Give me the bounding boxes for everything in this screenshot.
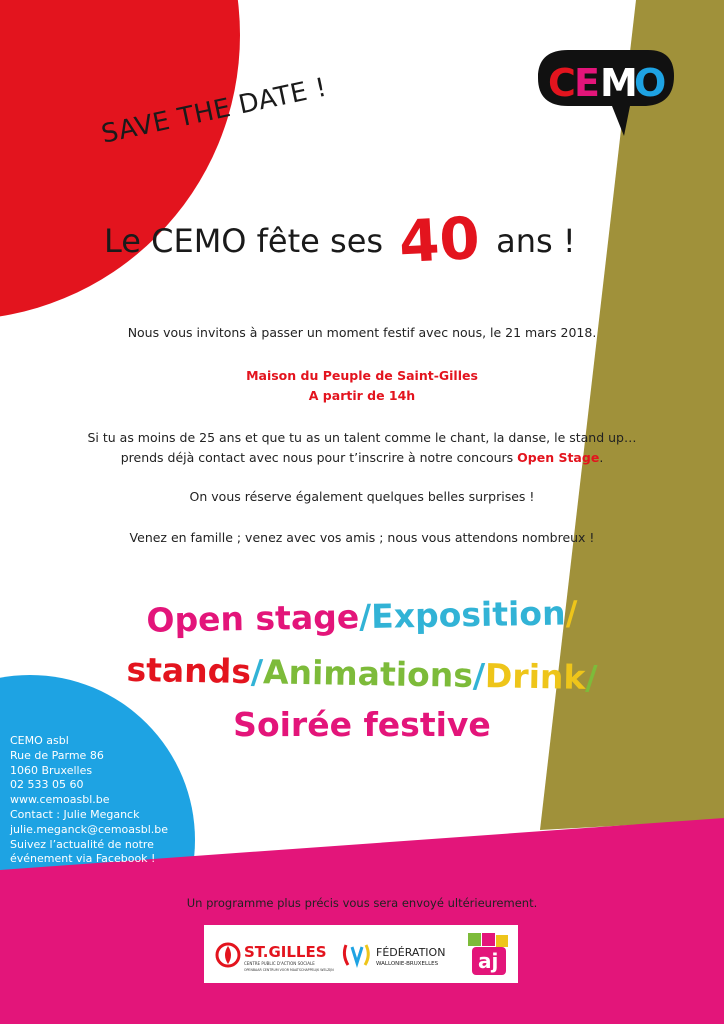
talent-text bbox=[0, 428, 724, 468]
activity-separator: / bbox=[585, 657, 598, 698]
st-gilles-sub2: OPENBAAR CENTRUM VOOR MAATSCHAPPELIJK WELZIJN bbox=[244, 968, 334, 972]
venue-info bbox=[0, 366, 724, 406]
activity-exposition: Exposition bbox=[370, 593, 566, 636]
st-gilles-name: ST.GILLES bbox=[244, 943, 327, 961]
contact-org: CEMO asbl bbox=[10, 734, 69, 747]
talent-line-2 bbox=[0, 448, 724, 468]
activity-animations: Animations bbox=[262, 652, 474, 695]
talent-line-2-end: . bbox=[599, 450, 604, 465]
headline-prefix: Le CEMO fête ses bbox=[104, 222, 384, 260]
activity-drink: Drink bbox=[484, 656, 586, 697]
contact-follow-2: événement via Facebook ! bbox=[10, 852, 156, 866]
venue-name: Maison du Peuple de Saint-Gilles bbox=[246, 368, 478, 383]
headline bbox=[104, 203, 576, 277]
activity-separator: / bbox=[565, 593, 578, 633]
activity-separator: / bbox=[250, 652, 264, 692]
contact-street: Rue de Parme 86 bbox=[10, 748, 104, 762]
activity-open-stage: Open stage bbox=[146, 597, 360, 640]
headline-number: 40 bbox=[397, 203, 482, 277]
contact-city: 1060 Bruxelles bbox=[10, 763, 93, 777]
contact-website[interactable]: www.cemoasbl.be bbox=[10, 793, 110, 807]
federation-logo bbox=[340, 939, 452, 971]
contact-phone: 02 533 05 60 bbox=[10, 778, 84, 792]
aj-logo bbox=[466, 931, 510, 977]
venue-time: A partir de 14h bbox=[308, 388, 416, 403]
open-stage-highlight: Open Stage bbox=[517, 450, 600, 465]
contact-follow-1: Suivez l’actualité de notre bbox=[10, 837, 154, 851]
talent-line-1: Si tu as moins de 25 ans et que tu as un talent comme le chant, la danse, le stand up… bbox=[87, 430, 637, 445]
contact-person: Contact : Julie Meganck bbox=[10, 807, 140, 821]
activity-separator: / bbox=[472, 655, 486, 696]
svg-text:M: M bbox=[600, 61, 638, 105]
invite-text: Nous vous invitons à passer un moment festif avec nous, le 21 mars 2018. bbox=[127, 325, 597, 340]
st-gilles-logo bbox=[214, 933, 334, 977]
activity-stands: stands bbox=[126, 649, 252, 692]
partner-logos bbox=[204, 925, 518, 983]
surprise-text: On vous réserve également quelques belles surprises ! bbox=[189, 489, 535, 504]
contact-email[interactable]: julie.meganck@cemoasbl.be bbox=[10, 822, 169, 836]
svg-text:O: O bbox=[634, 61, 667, 105]
cemo-logo bbox=[528, 44, 678, 139]
family-text: Venez en famille ; venez avec vos amis ; nous vous attendons nombreux ! bbox=[129, 530, 595, 545]
svg-text:C: C bbox=[548, 61, 576, 105]
headline-suffix: ans ! bbox=[496, 222, 576, 260]
save-the-date: SAVE THE DATE ! bbox=[98, 72, 330, 150]
contact-block bbox=[10, 734, 200, 867]
activity-soiree: Soirée festive bbox=[233, 705, 491, 744]
talent-line-2-text: prends déjà contact avec nous pour t’inscrire à notre concours bbox=[120, 450, 518, 465]
program-note: Un programme plus précis vous sera envoyé ultérieurement. bbox=[186, 896, 538, 910]
activity-separator: / bbox=[358, 596, 372, 637]
svg-text:E: E bbox=[574, 61, 600, 105]
aj-text: aj bbox=[478, 949, 499, 973]
federation-name: FÉDÉRATION bbox=[376, 946, 446, 959]
st-gilles-sub: CENTRE PUBLIC D'ACTION SOCIALE bbox=[244, 961, 315, 966]
federation-sub: WALLONIE-BRUXELLES bbox=[376, 961, 439, 967]
